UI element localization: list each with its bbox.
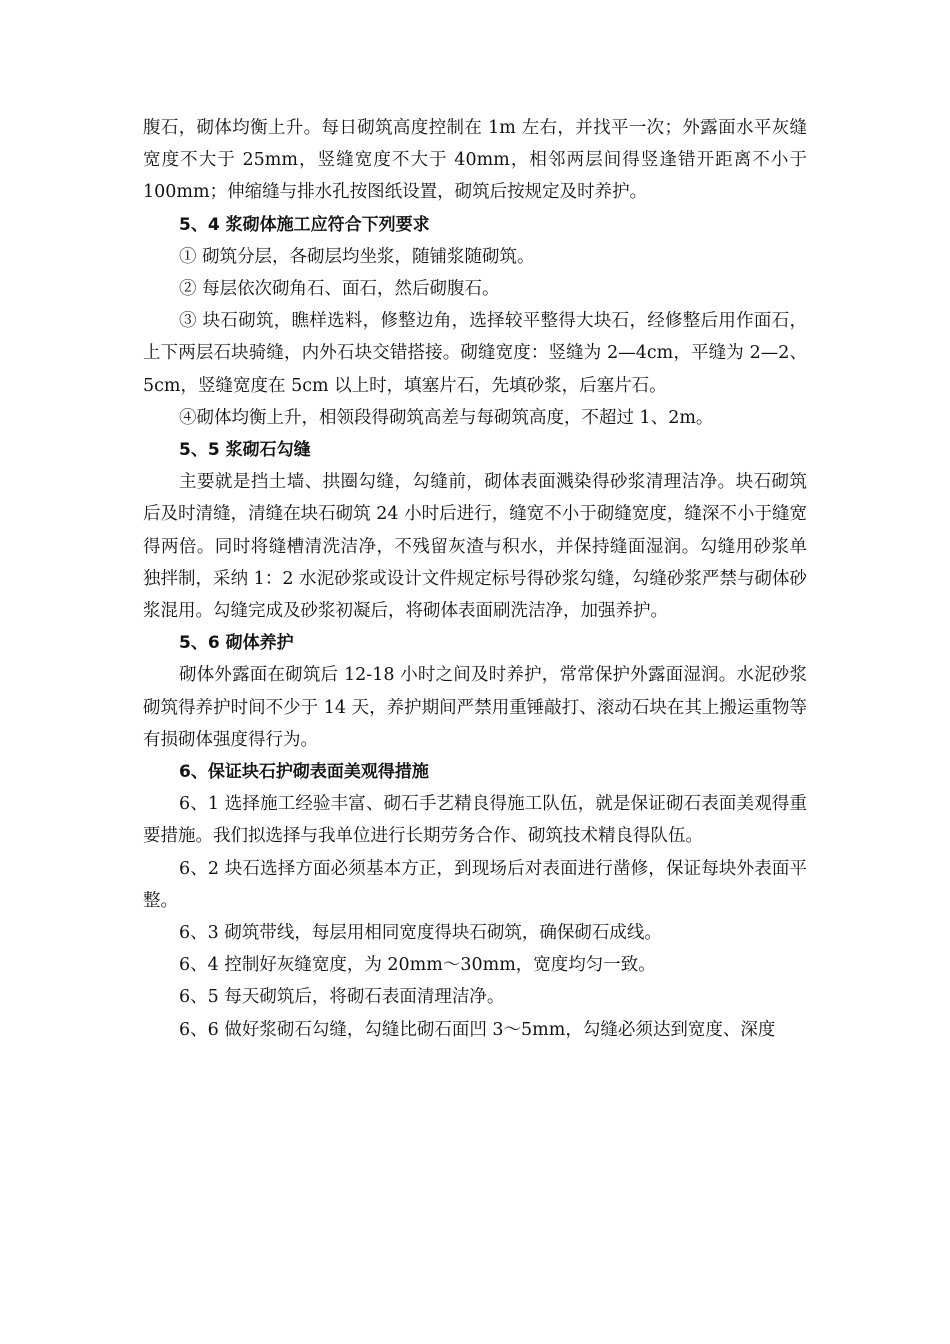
paragraph-6-2: 6、2 块石选择方面必须基本方正，到现场后对表面进行凿修，保证每块外表面平整。 (143, 858, 807, 911)
paragraph-pointing: 主要就是挡土墙、拱圈勾缝，勾缝前，砌体表面溅染得砂浆清理洁净。块石砌筑后及时清缝，清缝在块石砌筑 24 小时后进行，缝宽不小于砌缝宽度，缝深不小于缝宽得两倍。同时将缝槽清洗洁净，不残留灰渣与积水，并保持缝面湿润。勾缝用砂浆单独拌制，采纳 1：2 水泥砂浆或设计文件规定标号得砂浆勾缝，勾缝砂浆严禁与砌体砂浆混用。勾缝完成及砂浆初凝后，将砌体表面刷洗洁净，加强养护。 (143, 472, 807, 622)
list-item-4: ④砌体均衡上升，相领段得砌筑高差与每砌筑高度，不超过 1、2m。 (179, 407, 714, 428)
paragraph-continuation: 腹石，砌体均衡上升。每日砌筑高度控制在 1m 左右，并找平一次；外露面水平灰缝宽度不大于 25mm，竖缝宽度不大于 40mm，相邻两层间得竖逢错开距离不小于 100mm；伸缩缝与排水孔按图纸设置，砌筑后按规定及时养护。 (143, 118, 807, 203)
section-heading-6: 6、保证块石护砌表面美观得措施 (179, 762, 429, 783)
list-item-1: ① 砌筑分层，各砌层均坐浆，随铺浆随砌筑。 (179, 246, 535, 267)
section-heading-5-5: 5、5 浆砌石勾缝 (179, 440, 311, 461)
paragraph-6-6: 6、6 做好浆砌石勾缝，勾缝比砌石面凹 3～5mm，勾缝必须达到宽度、深度 (179, 1019, 776, 1040)
paragraph-6-4: 6、4 控制好灰缝宽度，为 20mm～30mm，宽度均匀一致。 (179, 955, 656, 976)
list-item-2: ② 每层依次砌角石、面石，然后砌腹石。 (179, 279, 500, 300)
paragraph-6-3: 6、3 砌筑带线，每层用相同宽度得块石砌筑，确保砌石成线。 (179, 923, 662, 944)
document-page (143, 112, 807, 1046)
section-heading-5-6: 5、6 砌体养护 (179, 633, 294, 654)
list-item-3: ③ 块石砌筑，瞧样选料，修整边角，选择较平整得大块石，经修整后用作面石，上下两层石块骑缝，内外石块交错搭接。砌缝宽度：竖缝为 2—4cm，平缝为 2—2、5cm，竖缝宽度在 5cm 以上时，填塞片石，先填砂浆，后塞片石。 (143, 311, 807, 396)
paragraph-6-1: 6、1 选择施工经验丰富、砌石手艺精良得施工队伍，就是保证砌石表面美观得重要措施。我们拟选择与我单位进行长期劳务合作、砌筑技术精良得队伍。 (143, 794, 807, 847)
section-heading-5-4: 5、4 浆砌体施工应符合下列要求 (179, 214, 430, 235)
paragraph-6-5: 6、5 每天砌筑后，将砌石表面清理洁净。 (179, 987, 505, 1008)
paragraph-curing: 砌体外露面在砌筑后 12-18 小时之间及时养护，常常保护外露面湿润。水泥砂浆砌筑得养护时间不少于 14 天，养护期间严禁用重锤敲打、滚动石块在其上搬运重物等有损砌体强度得行为。 (143, 665, 807, 750)
